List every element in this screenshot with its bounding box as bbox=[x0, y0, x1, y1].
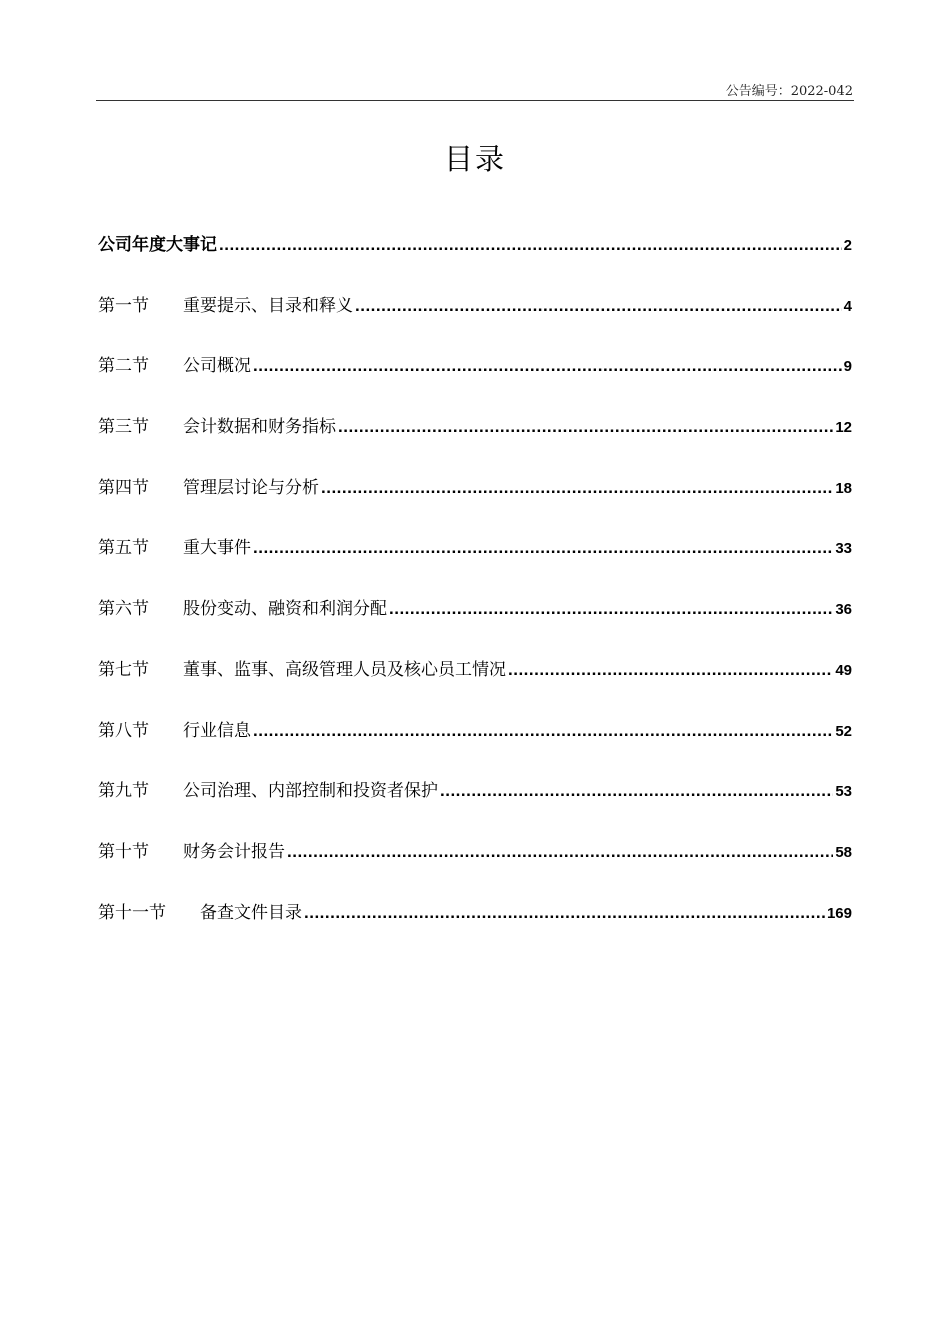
toc-page-number: 49 bbox=[835, 661, 852, 679]
toc-dot-leader bbox=[287, 842, 833, 862]
toc-section-number: 第三节 bbox=[98, 417, 149, 438]
toc-entry-title: 重要提示、目录和释义 bbox=[183, 295, 353, 316]
toc-dot-leader bbox=[508, 660, 833, 680]
toc-dot-leader bbox=[219, 235, 842, 255]
toc-entry-highlights[interactable] bbox=[98, 230, 852, 291]
toc-section-number: 第十节 bbox=[98, 841, 149, 862]
toc-dot-leader bbox=[253, 721, 833, 741]
toc-entry-section-3[interactable] bbox=[98, 412, 852, 473]
page-title: 目录 bbox=[443, 142, 506, 177]
notice-number: 公告编号：2022-042 bbox=[725, 84, 853, 99]
toc-section-number: 第十一节 bbox=[98, 902, 166, 923]
toc-section-number: 第七节 bbox=[98, 659, 149, 680]
toc-page-number: 12 bbox=[835, 419, 852, 437]
toc-page-number: 58 bbox=[835, 843, 852, 861]
toc-page-number: 18 bbox=[835, 479, 852, 497]
toc-section-number: 第九节 bbox=[98, 781, 149, 802]
toc-section-number: 第八节 bbox=[98, 720, 149, 741]
toc-dot-leader bbox=[355, 296, 842, 316]
toc-entry-title: 行业信息 bbox=[183, 720, 251, 741]
toc-entry-title: 重大事件 bbox=[183, 538, 251, 559]
header-divider bbox=[96, 100, 854, 101]
toc-entry-section-6[interactable] bbox=[98, 594, 852, 655]
toc-entry-section-11[interactable] bbox=[98, 898, 852, 959]
toc-page-number: 33 bbox=[835, 540, 852, 558]
toc-entry-title: 公司治理、内部控制和投资者保护 bbox=[183, 781, 438, 802]
toc-entry-title: 公司概况 bbox=[183, 356, 251, 377]
toc-entry-title: 公司年度大事记 bbox=[98, 235, 217, 255]
toc-dot-leader bbox=[253, 538, 833, 558]
toc-section-number: 第二节 bbox=[98, 356, 149, 377]
toc-page-number: 53 bbox=[835, 783, 852, 801]
toc-page-number: 52 bbox=[835, 722, 852, 740]
toc-section-number: 第四节 bbox=[98, 477, 149, 498]
toc-dot-leader bbox=[253, 356, 842, 376]
toc-dot-leader bbox=[440, 781, 833, 801]
toc-entry-section-9[interactable] bbox=[98, 776, 852, 837]
toc-entry-title: 董事、监事、高级管理人员及核心员工情况 bbox=[183, 659, 506, 680]
toc-section-number: 第五节 bbox=[98, 538, 149, 559]
toc-page-number: 169 bbox=[826, 904, 852, 922]
toc-entry-section-1[interactable] bbox=[98, 291, 852, 352]
toc-dot-leader bbox=[321, 478, 833, 498]
toc-entry-title: 会计数据和财务指标 bbox=[183, 417, 336, 438]
toc-page-number: 2 bbox=[843, 237, 852, 254]
toc-entry-section-8[interactable] bbox=[98, 716, 852, 777]
toc-dot-leader bbox=[304, 903, 825, 923]
toc-entry-section-4[interactable] bbox=[98, 473, 852, 534]
toc-entry-title: 备查文件目录 bbox=[200, 902, 302, 923]
toc-entry-section-2[interactable] bbox=[98, 351, 852, 412]
toc-entry-title: 财务会计报告 bbox=[183, 841, 285, 862]
toc-page-number: 4 bbox=[843, 297, 852, 315]
toc-entry-section-7[interactable] bbox=[98, 655, 852, 716]
toc-entry-title: 股份变动、融资和利润分配 bbox=[183, 599, 387, 620]
toc-page-number: 36 bbox=[835, 601, 852, 619]
toc-page-number: 9 bbox=[843, 358, 852, 376]
toc-dot-leader bbox=[338, 417, 833, 437]
table-of-contents bbox=[98, 230, 852, 958]
toc-dot-leader bbox=[389, 599, 833, 619]
toc-section-number: 第六节 bbox=[98, 599, 149, 620]
toc-section-number: 第一节 bbox=[98, 295, 149, 316]
toc-entry-section-10[interactable] bbox=[98, 837, 852, 898]
toc-entry-title: 管理层讨论与分析 bbox=[183, 477, 319, 498]
toc-entry-section-5[interactable] bbox=[98, 533, 852, 594]
